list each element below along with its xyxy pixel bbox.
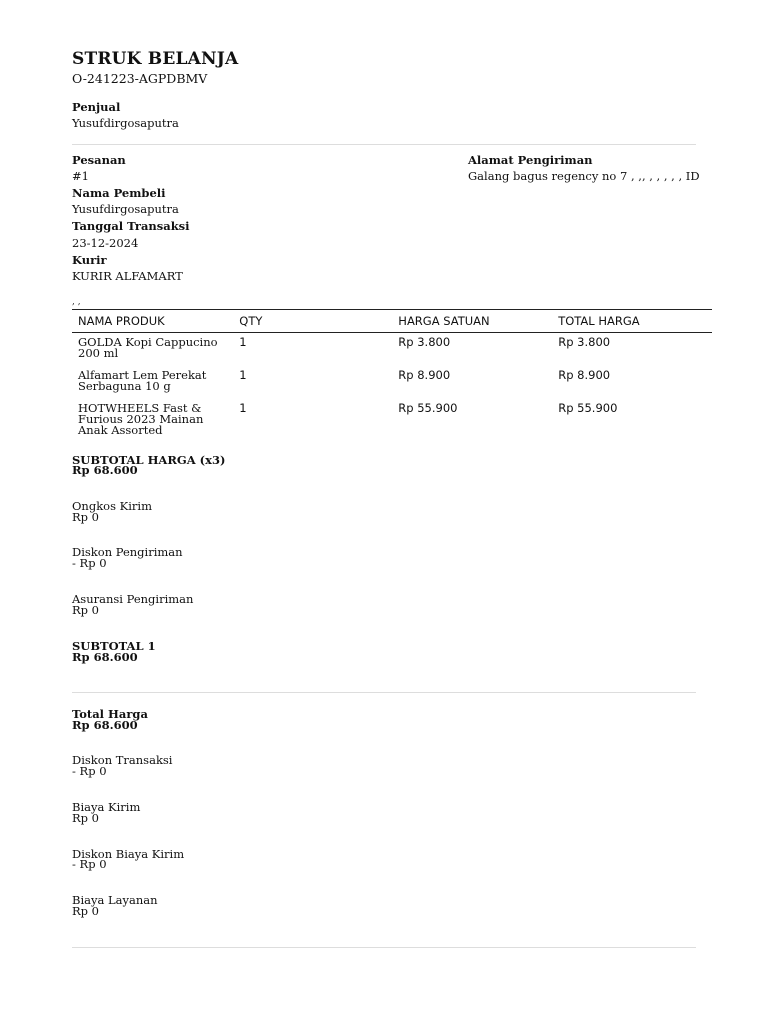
address-label: Alamat Pengiriman [468,153,593,167]
service-fee-value: Rp 0 [72,904,99,918]
product-unit-price: Rp 8.900 [398,368,451,382]
buyer-label: Nama Pembeli [72,186,166,200]
shipping-cost-label: Biaya Kirim [72,800,141,814]
separator-mark: , , [72,297,81,307]
table-header-row [72,310,712,333]
total-price-label: Total Harga [72,707,148,721]
product-qty: 1 [239,335,247,349]
shipping-cost-discount-label: Diskon Biaya Kirim [72,847,185,861]
seller-label: Penjual [72,100,121,114]
seller-value: Yusufdirgosaputra [72,116,179,130]
shipping-discount-label: Diskon Pengiriman [72,545,183,559]
product-unit-price: Rp 3.800 [398,335,451,349]
product-total: Rp 3.800 [558,335,611,349]
product-qty: 1 [239,401,247,415]
product-name-line: Serbaguna 10 g [78,379,171,393]
table-row [72,394,712,438]
subtotal-1-value: Rp 68.600 [72,650,138,664]
date-value: 23-12-2024 [72,236,139,250]
header-unit-price: HARGA SATUAN [392,310,552,333]
address-value: Galang bagus regency no 7 , ,, , , , , , ID [468,169,700,183]
total-price-value: Rp 68.600 [72,718,138,732]
product-name [72,394,233,438]
divider-bottom [72,947,696,948]
header-qty: QTY [233,310,392,333]
shipping-insurance-label: Asuransi Pengiriman [72,592,194,606]
product-name [72,361,233,394]
product-unit-price: Rp 55.900 [398,401,458,415]
subtotal-1-label: SUBTOTAL 1 [72,639,156,653]
shipping-discount-value: - Rp 0 [72,556,107,570]
shipping-cost-discount-value: - Rp 0 [72,857,107,871]
subtotal-items-value: Rp 68.600 [72,463,138,477]
order-id: O-241223-AGPDBMV [72,71,208,86]
shipping-insurance-value: Rp 0 [72,603,99,617]
service-fee-label: Biaya Layanan [72,893,158,907]
courier-label: Kurir [72,253,107,267]
buyer-value: Yusufdirgosaputra [72,202,179,216]
product-name-line: Anak Assorted [78,423,163,437]
shipping-fee-value: Rp 0 [72,510,99,524]
product-name-line: HOTWHEELS Fast & [78,401,202,415]
transaction-discount-value: - Rp 0 [72,764,107,778]
product-qty: 1 [239,368,247,382]
divider-middle [72,692,696,693]
product-name-line: 200 ml [78,346,119,360]
product-total: Rp 8.900 [558,368,611,382]
product-name-line: GOLDA Kopi Cappucino [78,335,218,349]
courier-value: KURIR ALFAMART [72,269,183,283]
table-row [72,361,712,394]
product-total: Rp 55.900 [558,401,618,415]
header-total-price: TOTAL HARGA [552,310,712,333]
shipping-cost-value: Rp 0 [72,811,99,825]
product-name [72,333,233,362]
divider-top [72,144,696,145]
date-label: Tanggal Transaksi [72,219,190,233]
shipping-fee-label: Ongkos Kirim [72,499,152,513]
product-name-line: Alfamart Lem Perekat [78,368,207,382]
table-row [72,333,712,362]
subtotal-items-label: SUBTOTAL HARGA (x3) [72,453,226,467]
order-label: Pesanan [72,153,126,167]
receipt-title: STRUK BELANJA [72,49,239,69]
transaction-discount-label: Diskon Transaksi [72,753,173,767]
header-product: NAMA PRODUK [72,310,233,333]
items-table [72,309,712,438]
order-value: #1 [72,169,89,183]
product-name-line: Furious 2023 Mainan [78,412,204,426]
